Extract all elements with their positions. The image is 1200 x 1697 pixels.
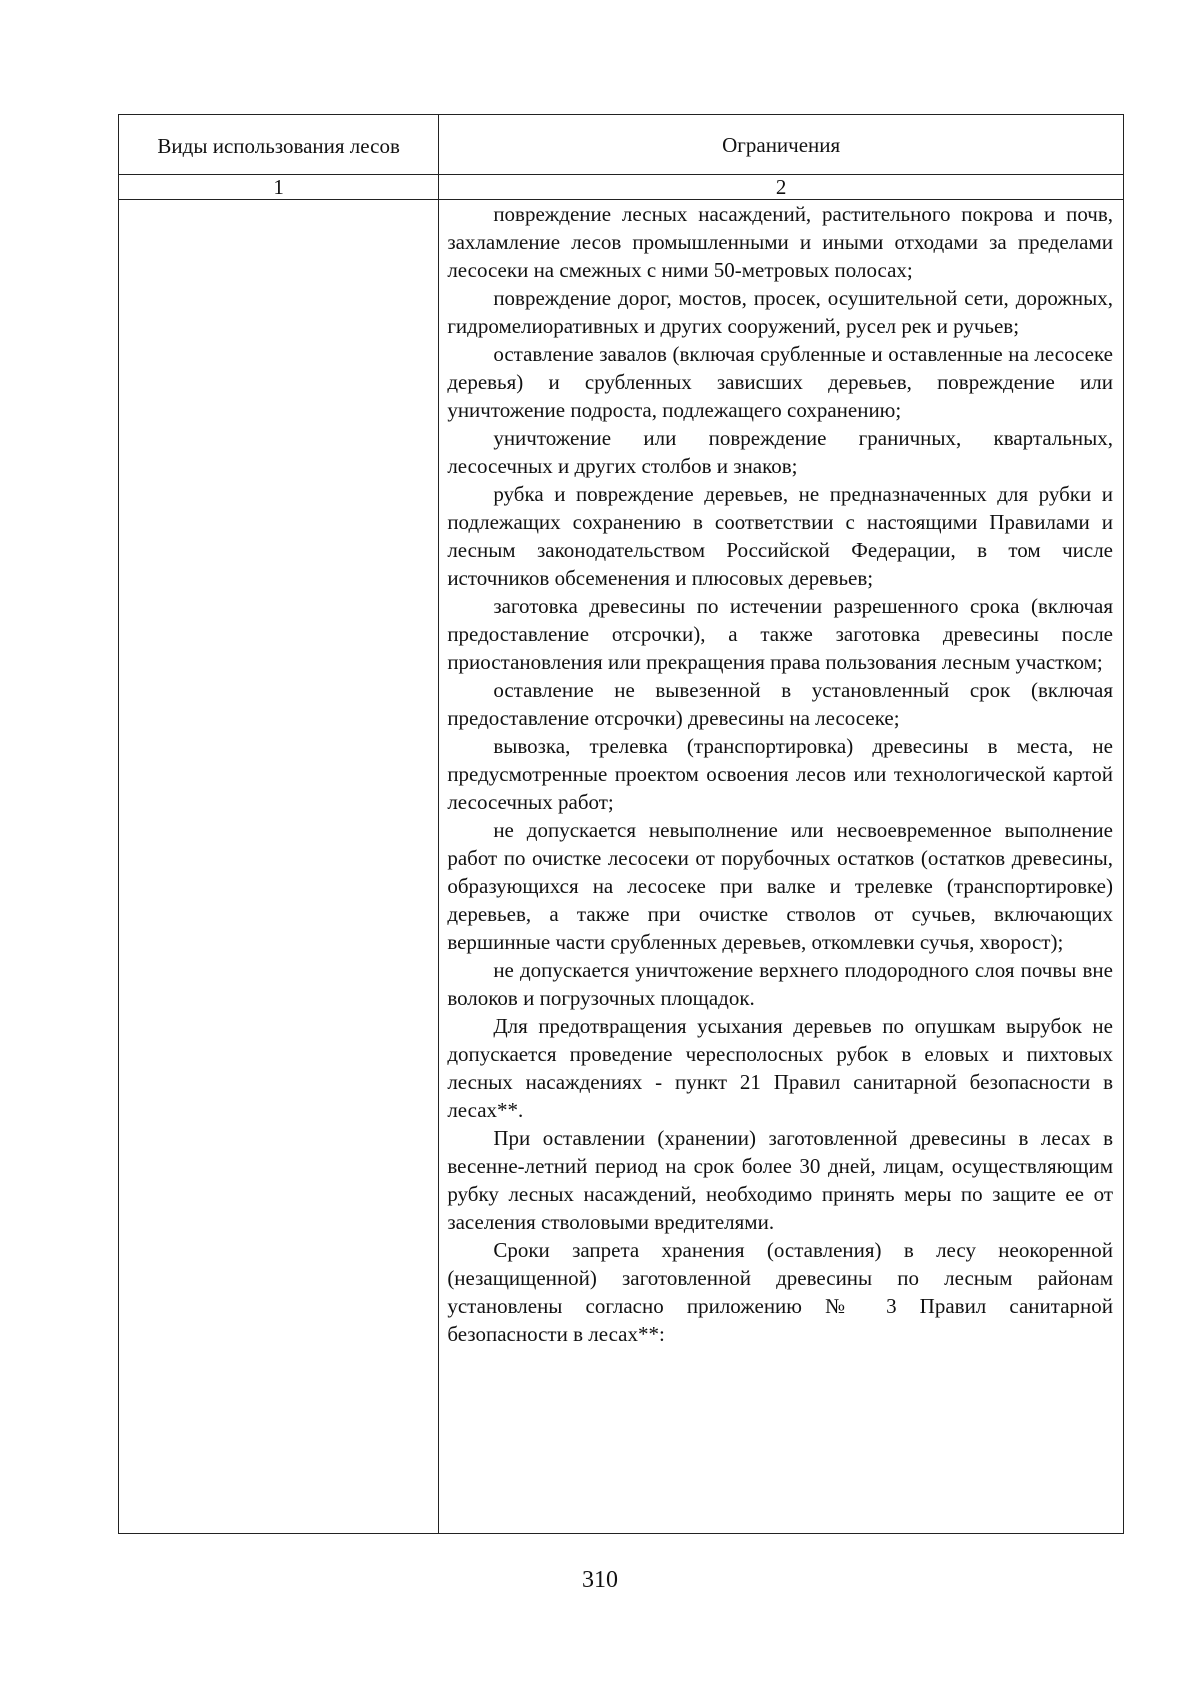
table-body-row: [119, 200, 1124, 1534]
page-number: 310: [582, 1567, 618, 1593]
restriction-paragraph: не допускается уничтожение верхнего плодородного слоя почвы вне волоков и погрузочных площадок.: [447, 958, 1113, 1010]
restriction-paragraph: не допускается невыполнение или несвоевременное выполнение работ по очистке лесосеки от порубочных остатков (остатков древесины, образующихся на лесосеке при валке и трелевке (транспортировке) деревьев, а также при очистке стволов от сучьев, включающих вершинные части срубленных деревьев, откомлевки сучья, хворост);: [447, 818, 1113, 954]
restriction-paragraph: повреждение лесных насаждений, растительного покрова и почв, захламление лесов промышленными и иными отходами за пределами лесосеки на смежных с ними 50-метровых полосах;: [447, 202, 1113, 282]
restrictions-cell: [439, 200, 1124, 1534]
restrictions-table: [118, 114, 1124, 1534]
column-number-1: 1: [119, 175, 439, 200]
forest-use-type-cell: [119, 200, 439, 1534]
header-restrictions: Ограничения: [439, 115, 1124, 175]
restriction-paragraph: повреждение дорог, мостов, просек, осушительной сети, дорожных, гидромелиоративных и других сооружений, русел рек и ручьев;: [447, 286, 1113, 338]
restriction-paragraph: вывозка, трелевка (транспортировка) древесины в места, не предусмотренные проектом освоения лесов или технологической картой лесосечных работ;: [447, 734, 1113, 814]
restriction-paragraph: Для предотвращения усыхания деревьев по опушкам вырубок не допускается проведение чересполосных рубок в еловых и пихтовых лесных насаждениях - пункт 21 Правил санитарной безопасности в лесах**.: [447, 1014, 1113, 1122]
restriction-paragraph: Сроки запрета хранения (оставления) в лесу неокоренной (незащищенной) заготовленной древесины по лесным районам установлены согласно приложению № 3 Правил санитарной безопасности в лесах**:: [447, 1238, 1113, 1346]
restriction-paragraph: заготовка древесины по истечении разрешенного срока (включая предоставление отсрочки), а также заготовка древесины после приостановления или прекращения права пользования лесным участком;: [447, 594, 1113, 674]
column-number-row: [119, 175, 1124, 200]
restriction-paragraph: оставление завалов (включая срубленные и оставленные на лесосеке деревья) и срубленных зависших деревьев, повреждение или уничтожение подроста, подлежащего сохранению;: [447, 342, 1113, 422]
table-header-row: [119, 115, 1124, 175]
header-forest-use-types: Виды использования лесов: [119, 115, 439, 175]
restriction-paragraph: оставление не вывезенной в установленный срок (включая предоставление отсрочки) древесины на лесосеке;: [447, 678, 1113, 730]
restrictions-text: [439, 200, 1123, 1348]
column-number-2: 2: [439, 175, 1124, 200]
restriction-paragraph: При оставлении (хранении) заготовленной древесины в лесах в весенне-летний период на срок более 30 дней, лицам, осуществляющим рубку лесных насаждений, необходимо принять меры по защите ее от заселения стволовыми вредителями.: [447, 1126, 1113, 1234]
restriction-paragraph: уничтожение или повреждение граничных, квартальных, лесосечных и других столбов и знаков;: [447, 426, 1113, 478]
restriction-paragraph: рубка и повреждение деревьев, не предназначенных для рубки и подлежащих сохранению в соответствии с настоящими Правилами и лесным законодательством Российской Федерации, в том числе источников обсеменения и плюсовых деревьев;: [447, 482, 1113, 590]
